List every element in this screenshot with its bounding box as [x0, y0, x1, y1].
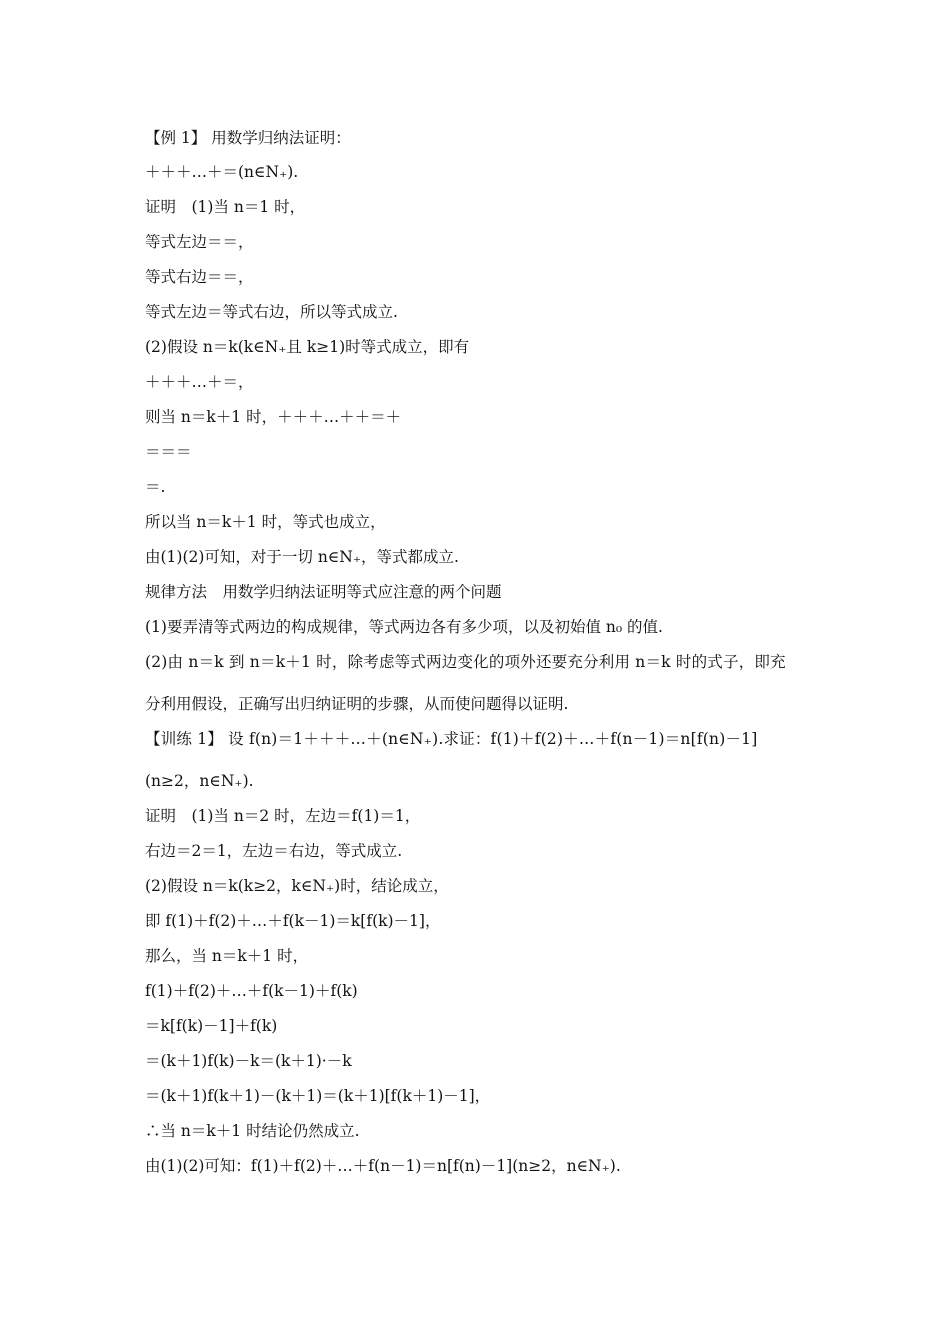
inductive-result: ＝. [145, 478, 166, 496]
proof-step-1: 证明 (1)当 n＝1 时， [145, 198, 306, 216]
exercise-proof-step-2: (2)假设 n＝k(k≥2，k∈N₊)时，结论成立， [145, 877, 449, 895]
exercise-heading: 【训练 1】 设 f(n)＝1＋＋＋…＋(n∈N₊).求证：f(1)＋f(2)＋…＋f(n－1)＝n[f(n)－1] [145, 730, 758, 748]
method-point-1: (1)要弄清等式两边的构成规律，等式两边各有多少项，以及初始值 n₀ 的值. [145, 618, 663, 636]
exercise-condition: (n≥2，n∈N₊). [145, 772, 254, 790]
method-point-2-continued: 分利用假设，正确写出归纳证明的步骤，从而使问题得以证明. [145, 695, 569, 713]
proof-conclusion: 由(1)(2)可知，对于一切 n∈N₊，等式都成立. [145, 548, 459, 566]
example-equation: ＋＋＋…＋＝(n∈N₊). [145, 163, 299, 181]
exercise-final-conclusion: 由(1)(2)可知：f(1)＋f(2)＋…＋f(n－1)＝n[f(n)－1](n≥2，n∈N₊). [145, 1157, 621, 1175]
example-heading: 【例 1】 用数学归纳法证明： [145, 129, 351, 147]
exercise-derivation-1: f(1)＋f(2)＋…＋f(k－1)＋f(k) [145, 982, 358, 1000]
inductive-conclusion: 所以当 n＝k＋1 时，等式也成立， [145, 513, 386, 531]
exercise-derivation-2: ＝k[f(k)－1]＋f(k) [145, 1017, 278, 1035]
proof-left-side: 等式左边＝＝， [145, 233, 254, 251]
hypothesis-equation: ＋＋＋…＋＝， [145, 373, 254, 391]
inductive-step: 则当 n＝k＋1 时，＋＋＋…＋＋＝＋ [145, 408, 402, 426]
exercise-then: 那么，当 n＝k＋1 时， [145, 947, 309, 965]
inductive-continuation: ＝＝＝ [145, 443, 192, 461]
proof-equal-sides: 等式左边＝等式右边，所以等式成立. [145, 303, 398, 321]
method-heading: 规律方法 用数学归纳法证明等式应注意的两个问题 [145, 583, 502, 601]
exercise-proof-step-1: 证明 (1)当 n＝2 时，左边＝f(1)＝1， [145, 807, 421, 825]
exercise-hypothesis: 即 f(1)＋f(2)＋…＋f(k－1)＝k[f(k)－1]， [145, 912, 441, 930]
exercise-derivation-3: ＝(k＋1)f(k)－k＝(k＋1)·－k [145, 1052, 352, 1070]
proof-step-2: (2)假设 n＝k(k∈N₊且 k≥1)时等式成立，即有 [145, 338, 470, 356]
exercise-inductive-conclusion: ∴当 n＝k＋1 时结论仍然成立. [145, 1122, 360, 1140]
method-point-2: (2)由 n＝k 到 n＝k＋1 时，除考虑等式两边变化的项外还要充分利用 n＝k 时的式子，即充 [145, 653, 786, 671]
exercise-right-side: 右边＝2＝1，左边＝右边，等式成立. [145, 842, 403, 860]
exercise-derivation-4: ＝(k＋1)f(k＋1)－(k＋1)＝(k＋1)[f(k＋1)－1]， [145, 1087, 491, 1105]
proof-right-side: 等式右边＝＝， [145, 268, 254, 286]
